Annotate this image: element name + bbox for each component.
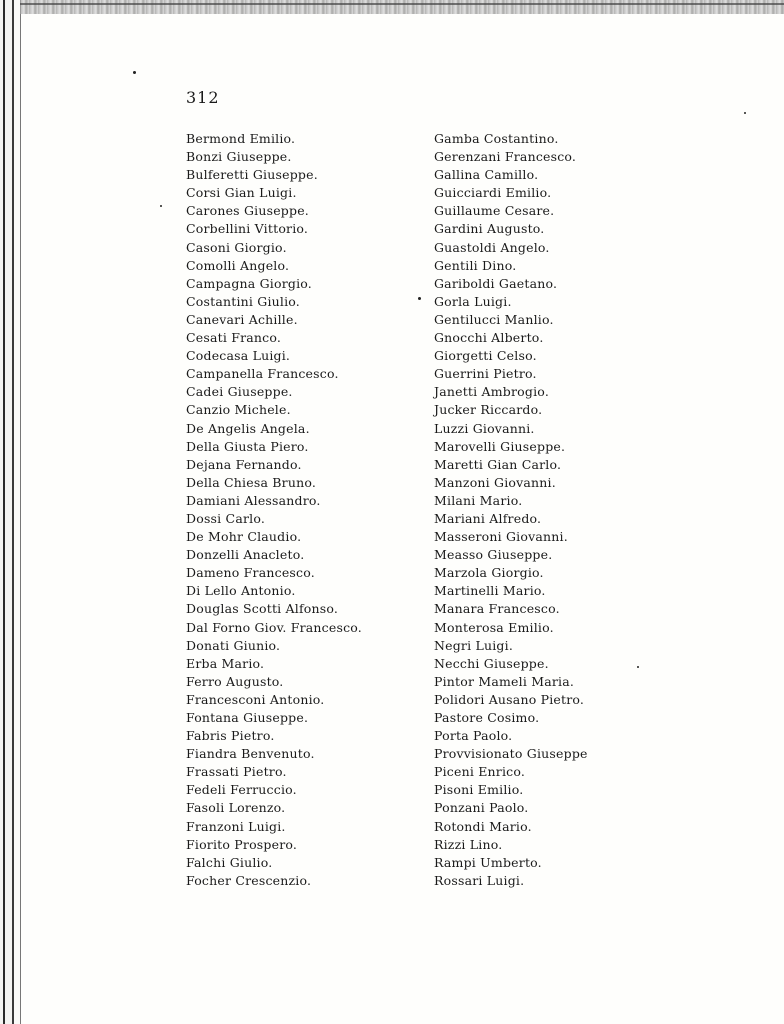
name-entry: Marzola Giorgio. [434, 565, 544, 581]
name-entry: Martinelli Mario. [434, 583, 546, 599]
name-entry: Fabris Pietro. [186, 728, 275, 744]
name-entry: Rizzi Lino. [434, 836, 503, 852]
name-entry: Milani Mario. [434, 492, 523, 508]
name-entry: Gnocchi Alberto. [434, 330, 544, 346]
name-entry: Della Giusta Piero. [186, 438, 309, 454]
name-entry: Erba Mario. [186, 655, 265, 671]
name-entry: Monterosa Emilio. [434, 619, 554, 635]
scan-speck [160, 205, 162, 207]
book-binding-edge [0, 0, 34, 1024]
name-list-right-column [434, 130, 588, 890]
name-entry: Damiani Alessandro. [186, 492, 321, 508]
name-entry: Maretti Gian Carlo. [434, 456, 562, 472]
name-entry: Bonzi Giuseppe. [186, 149, 292, 165]
name-entry: Della Chiesa Bruno. [186, 474, 317, 490]
name-entry: Guerrini Pietro. [434, 366, 537, 382]
name-entry: Gardini Augusto. [434, 221, 545, 237]
name-entry: Gorla Luigi. [434, 293, 512, 309]
name-entry: Donati Giunio. [186, 637, 281, 653]
name-entry: Jucker Riccardo. [434, 402, 543, 418]
name-entry: Bulferetti Giuseppe. [186, 167, 318, 183]
name-entry: Manzoni Giovanni. [434, 474, 556, 490]
name-entry: Luzzi Giovanni. [434, 420, 535, 436]
name-entry: Focher Crescenzio. [186, 872, 312, 888]
name-entry: Canzio Michele. [186, 402, 291, 418]
name-entry: Dameno Francesco. [186, 565, 315, 581]
name-entry: Frassati Pietro. [186, 764, 287, 780]
name-entry: Francesconi Antonio. [186, 691, 325, 707]
name-entry: Fiorito Prospero. [186, 836, 298, 852]
name-entry: Gariboldi Gaetano. [434, 275, 558, 291]
name-entry: Di Lello Antonio. [186, 583, 296, 599]
name-entry: Costantini Giulio. [186, 293, 300, 309]
name-entry: Gallina Camillo. [434, 167, 539, 183]
name-entry: Gentilucci Manlio. [434, 311, 554, 327]
name-entry: Marovelli Giuseppe. [434, 438, 566, 454]
name-entry: Pintor Mameli Maria. [434, 673, 575, 689]
name-entry: Casoni Giorgio. [186, 239, 287, 255]
name-entry: Provvisionato Giuseppe [434, 746, 588, 762]
name-entry: Douglas Scotti Alfonso. [186, 601, 339, 617]
name-entry: Canevari Achille. [186, 311, 298, 327]
name-entry: Cadei Giuseppe. [186, 384, 293, 400]
name-entry: Comolli Angelo. [186, 257, 290, 273]
name-entry: Gamba Costantino. [434, 131, 559, 146]
name-entry: Fedeli Ferruccio. [186, 782, 297, 798]
scan-top-rule [20, 3, 784, 5]
scan-speck [133, 71, 136, 74]
name-entry: Campanella Francesco. [186, 366, 339, 382]
name-entry: Carones Giuseppe. [186, 203, 309, 219]
name-entry: Ponzani Paolo. [434, 800, 529, 816]
name-entry: Polidori Ausano Pietro. [434, 691, 585, 707]
name-entry: Codecasa Luigi. [186, 348, 291, 364]
name-entry: Gerenzani Francesco. [434, 149, 577, 165]
scan-speck [744, 112, 746, 114]
name-entry: Dejana Fernando. [186, 456, 302, 472]
name-entry: Guastoldi Angelo. [434, 239, 550, 255]
scan-speck [637, 666, 639, 668]
name-entry: Pastore Cosimo. [434, 710, 540, 725]
name-entry: Bermond Emilio. [186, 131, 296, 146]
name-entry: De Mohr Claudio. [186, 529, 302, 545]
name-entry: Falchi Giulio. [186, 854, 273, 870]
name-entry: Rossari Luigi. [434, 872, 525, 888]
name-entry: Janetti Ambrogio. [434, 384, 549, 400]
name-list-left-column [186, 130, 362, 890]
name-entry: Measso Giuseppe. [434, 547, 553, 563]
scan-speck [418, 297, 421, 300]
name-entry: Donzelli Anacleto. [186, 547, 305, 563]
name-entry: Giorgetti Celso. [434, 348, 537, 364]
name-entry: Negri Luigi. [434, 637, 514, 653]
name-entry: Mariani Alfredo. [434, 510, 542, 526]
name-entry: Pisoni Emilio. [434, 782, 524, 798]
name-entry: Cesati Franco. [186, 330, 282, 346]
name-entry: Rampi Umberto. [434, 854, 542, 870]
name-entry: Rotondi Mario. [434, 818, 532, 834]
name-entry: Masseroni Giovanni. [434, 529, 568, 545]
name-entry: Fontana Giuseppe. [186, 710, 309, 725]
name-entry: Fiandra Benvenuto. [186, 746, 315, 762]
name-entry: Guicciardi Emilio. [434, 185, 552, 201]
name-entry: De Angelis Angela. [186, 420, 310, 436]
name-entry: Porta Paolo. [434, 728, 513, 744]
name-entry: Manara Francesco. [434, 601, 560, 617]
name-entry: Necchi Giuseppe. [434, 655, 549, 671]
page-number: 312 [186, 88, 220, 107]
name-entry: Piceni Enrico. [434, 764, 526, 780]
name-entry: Gentili Dino. [434, 257, 517, 273]
name-entry: Fasoli Lorenzo. [186, 800, 286, 816]
name-entry: Corbellini Vittorio. [186, 221, 309, 237]
name-entry: Dossi Carlo. [186, 510, 266, 526]
name-entry: Guillaume Cesare. [434, 203, 555, 219]
name-entry: Ferro Augusto. [186, 673, 284, 689]
name-entry: Campagna Giorgio. [186, 275, 312, 291]
name-entry: Corsi Gian Luigi. [186, 185, 297, 201]
name-entry: Dal Forno Giov. Francesco. [186, 619, 362, 635]
name-entry: Franzoni Luigi. [186, 818, 286, 834]
